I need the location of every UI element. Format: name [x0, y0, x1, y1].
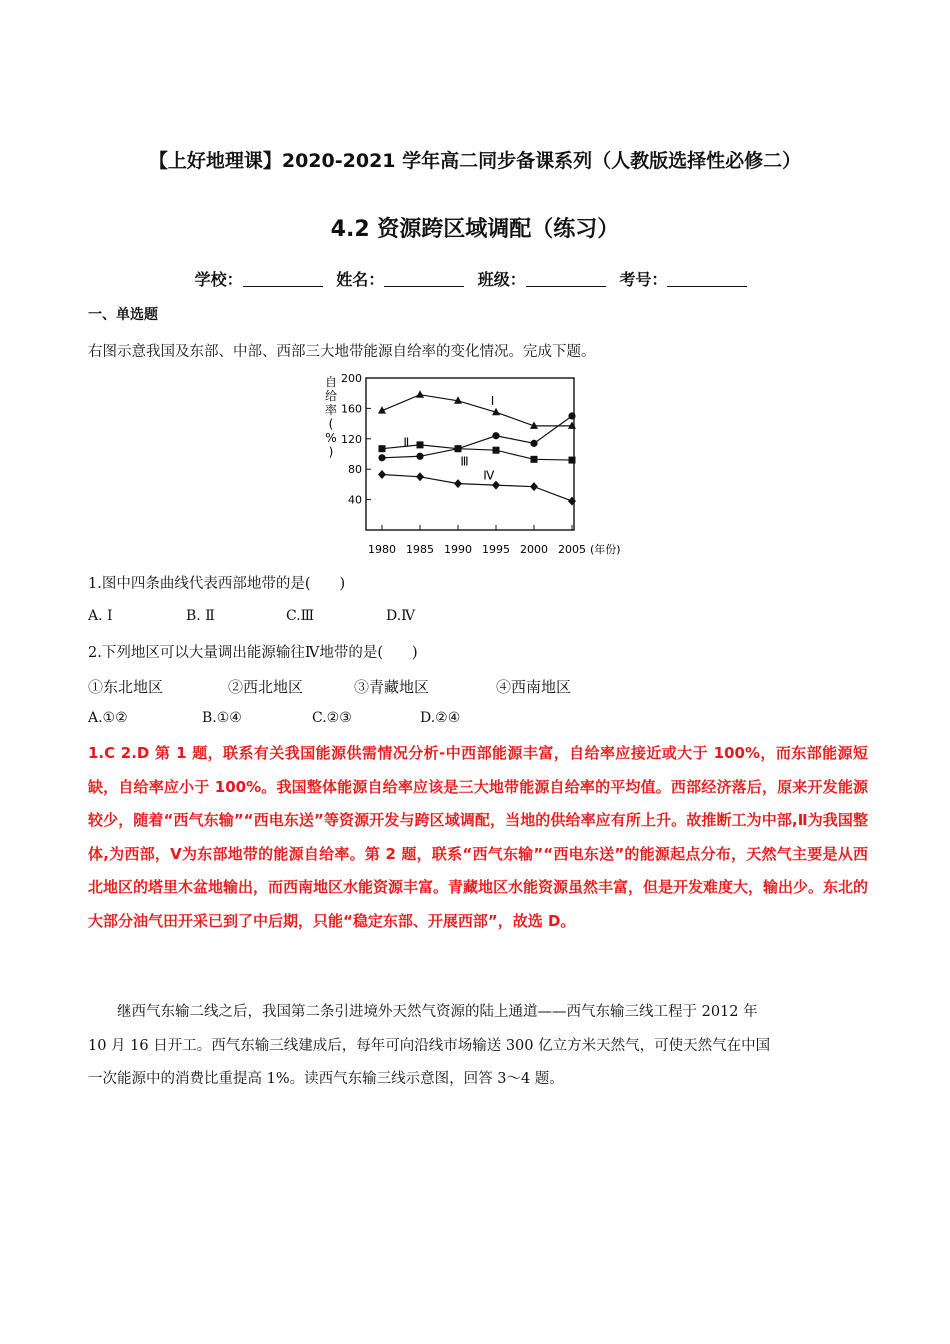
plot-frame [366, 378, 574, 530]
data-point-IV [454, 479, 462, 488]
series-label-II: Ⅱ [403, 435, 410, 450]
series-label-IV: Ⅳ [483, 468, 495, 483]
intro-text: 右图示意我国及东部、中部、西部三大地带能源自给率的变化情况。完成下题。 [88, 344, 596, 360]
data-point-III [492, 432, 499, 439]
energy-self-sufficiency-chart [318, 370, 638, 562]
passage-line: 一次能源中的消费比重提高 1%。读西气东输三线示意图，回答 3～4 题。 [88, 1071, 564, 1087]
exam-number-blank[interactable] [667, 270, 747, 287]
q2-option-c[interactable]: C.②③ [312, 710, 352, 726]
series-lines [382, 395, 572, 501]
series-line-III [382, 416, 572, 458]
series-label-I: Ⅰ [490, 393, 495, 408]
series-line-II [382, 445, 572, 460]
q2-option-d[interactable]: D.②④ [420, 710, 461, 726]
q2-stem: 2.下列地区可以大量调出能源输往Ⅳ地带的是( ) [88, 645, 418, 661]
series-line-I [382, 395, 572, 426]
q1-option-d[interactable]: D.Ⅳ [386, 608, 416, 624]
y-axis-label [325, 375, 337, 459]
passage-line: 10 月 16 日开工。西气东输三线建成后，每年可向沿线市场输送 300 亿立方米天然气，可使天然气在中国 [88, 1037, 771, 1054]
data-point-III [454, 445, 461, 452]
q2-option-a[interactable]: A.①② [88, 710, 128, 726]
data-point-II [569, 457, 576, 464]
name-label: 姓名： [336, 270, 385, 289]
name-blank[interactable] [384, 270, 464, 287]
y-tick-label: 40 [348, 493, 362, 507]
series-label-III: Ⅲ [460, 454, 469, 469]
class-label: 班级： [477, 270, 526, 289]
y-axis-label-char: ( [328, 417, 334, 431]
x-tick-label: 1980 [368, 543, 396, 556]
data-point-IV [568, 497, 576, 506]
y-axis-label-char: ) [328, 445, 334, 459]
y-axis-label-char: 自 [324, 375, 338, 389]
data-point-III [416, 453, 423, 460]
y-axis-label-char: % [325, 431, 337, 445]
q2-region-3: ③青藏地区 [354, 678, 430, 696]
data-point-IV [530, 482, 538, 491]
school-label: 学校： [194, 270, 243, 289]
y-tick-label: 80 [348, 463, 362, 477]
school-blank[interactable] [243, 270, 323, 287]
data-point-III [530, 440, 537, 447]
data-point-I [416, 390, 424, 398]
y-tick-label: 200 [341, 372, 362, 385]
x-tick-label: 1985 [406, 543, 434, 556]
x-tick-label: 1990 [444, 543, 472, 556]
q1-option-a[interactable]: A. Ⅰ [88, 608, 113, 624]
q1-option-c[interactable]: C.Ⅲ [286, 608, 315, 624]
series-line-IV [382, 475, 572, 502]
data-point-IV [378, 470, 386, 479]
data-point-II [531, 456, 538, 463]
class-blank[interactable] [526, 270, 606, 287]
series-title: 【上好地理课】2020-2021 学年高二同步备课系列（人教版选择性必修二） [148, 150, 802, 172]
q1-option-b[interactable]: B. Ⅱ [186, 608, 215, 624]
student-info-line [0, 267, 950, 290]
data-point-II [417, 441, 424, 448]
y-tick-label: 120 [341, 432, 362, 446]
x-tick-label: 1995 [482, 543, 510, 556]
y-axis-label-char: 率 [324, 403, 338, 417]
x-axis-label: (年份) [590, 543, 621, 556]
data-point-II [379, 445, 386, 452]
data-point-II [493, 447, 500, 454]
y-tick-label: 160 [341, 402, 362, 416]
document-title: 4.2 资源跨区域调配（练习） [330, 217, 620, 242]
x-tick-label: 2000 [520, 543, 548, 556]
q2-region-2: ②西北地区 [228, 678, 304, 696]
data-point-III [378, 454, 385, 461]
q2-region-4: ④西南地区 [496, 678, 572, 696]
q2-option-b[interactable]: B.①④ [202, 710, 242, 726]
data-point-I [568, 421, 576, 429]
data-point-III [568, 412, 575, 419]
answer-explanation: 1.C 2.D 第 1 题，联系有关我国能源供需情况分析-中西部能源丰富，自给率应接近或大于 100%，而东部能源短缺，自给率应小于 100%。我国整体能源自给率应该是三大地带能源自给率的平均值。西部经济落后，原来开发能源较少，随着“西气东输”“西电东送”等资源开发与跨区域调配，当地的供给率应有所上升。故推断工为中部,Ⅱ为我国整体,为西部，Ⅴ为东部地带的能源自给率。第 2 题，联系“西气东输”“西电东送”的能源起点分布，天然气主要是从西北地区的塔里木盆地输出，而西南地区水能资源丰富。青藏地区水能资源虽然丰富，但是开发难度大，输出少。东北的大部分油气田开采已到了中后期，只能“稳定东部、开展西部”，故选 D。 [88, 744, 869, 930]
x-tick-label: 2005 [558, 543, 586, 556]
q1-stem: 1.图中四条曲线代表西部地带的是( ) [88, 576, 346, 592]
y-axis-label-char: 给 [324, 389, 338, 403]
reading-passage [88, 996, 858, 1097]
passage-line: 继西气东输二线之后，我国第二条引进境外天然气资源的陆上通道——西气东输三线工程于 2012 年 [88, 1004, 758, 1020]
data-point-IV [416, 472, 424, 481]
q2-region-1: ①东北地区 [88, 678, 164, 696]
exam-number-label: 考号： [619, 270, 668, 289]
section-heading: 一、单选题 [88, 307, 158, 323]
